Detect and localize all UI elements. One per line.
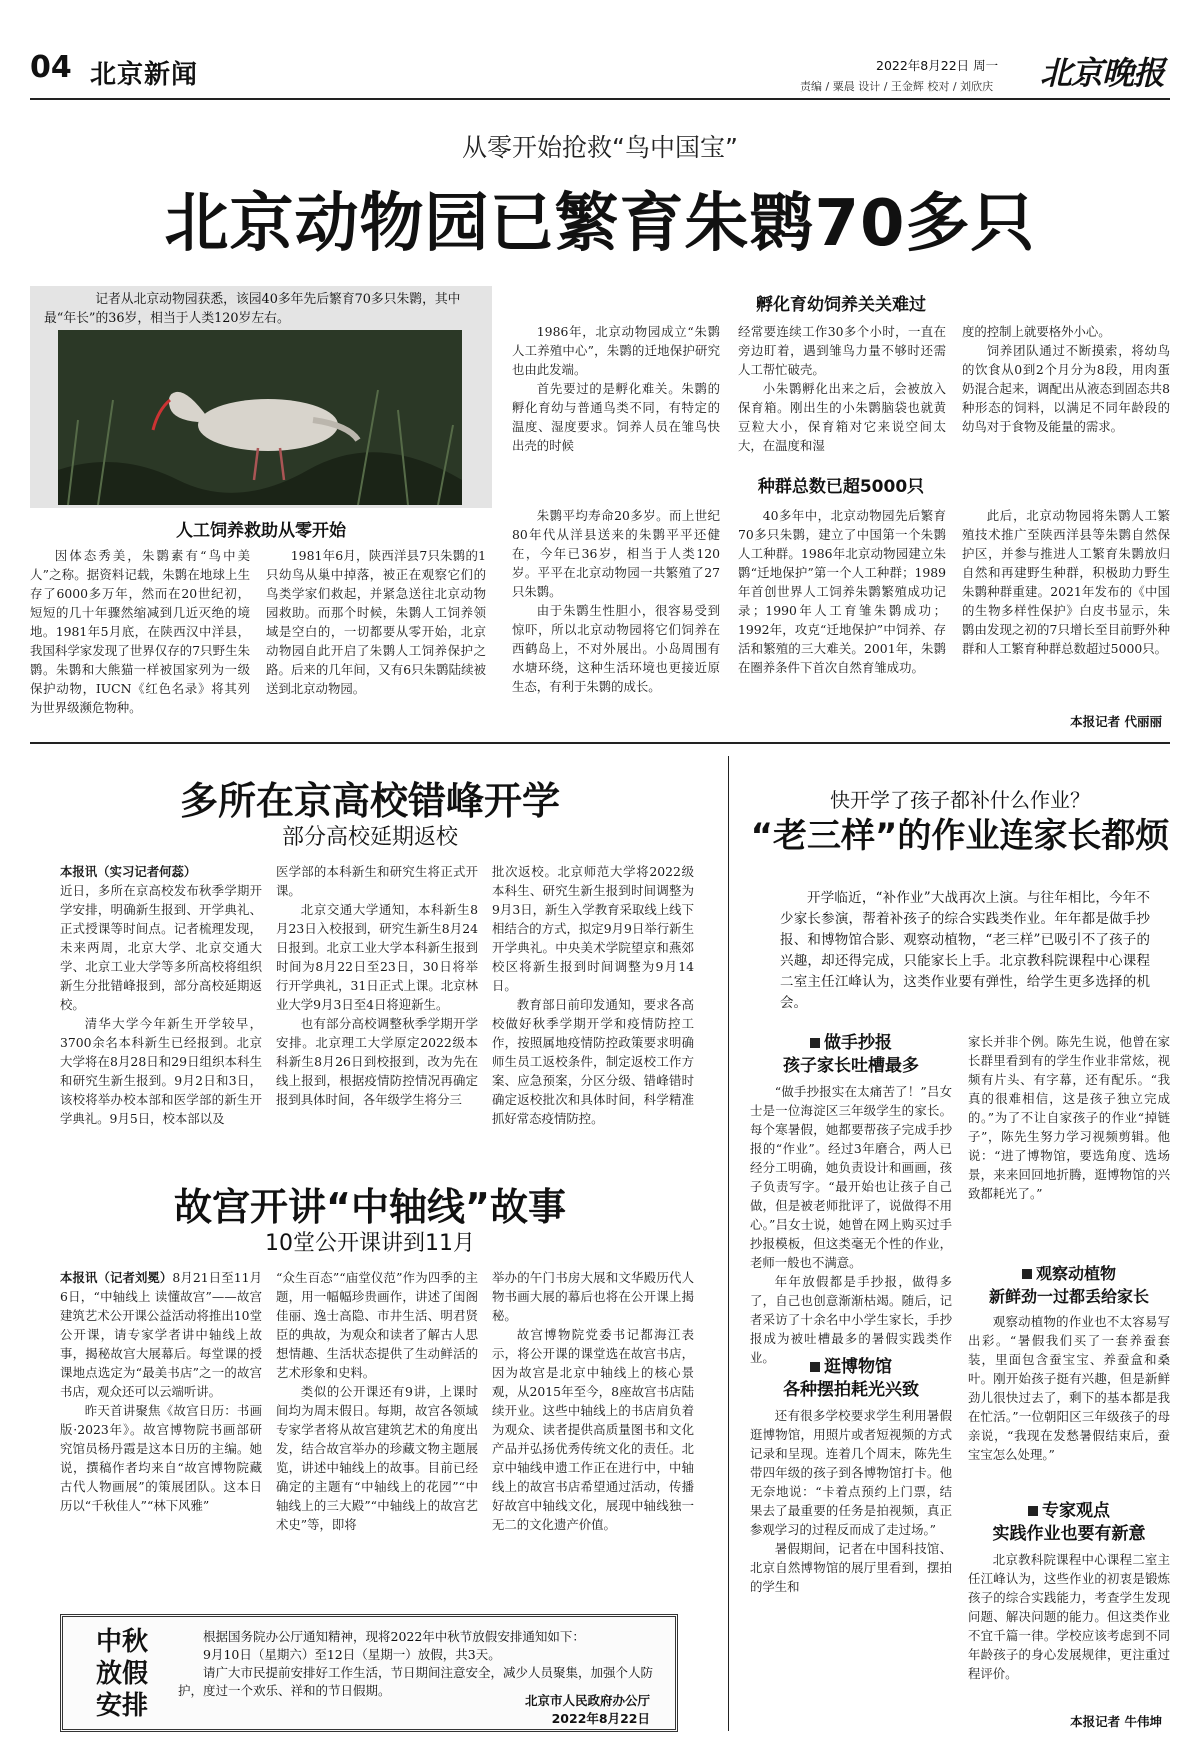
- story1-col5c-text: 此后，北京动物园将朱鹮人工繁殖技术推广至陕西洋县等朱鹮自然保护区，并参与推进人工繁育朱鹮放归自然和再建野生种群，积极助力野生朱鹮种群重建。2021年发布的《中国的生物多样性保护》白皮书显示，朱鹮由发现之初的7只增长至目前野外种群和人工繁育种群总数超过5000只。: [962, 508, 1170, 656]
- story3-col1b-text: 昨天首讲聚焦《故宫日历：书画版·2023年》。故宫博物院书画部研究馆员杨丹霞是这本日历的主编。她说，撰稿作者均来自“故宫博物院藏古代人物画展”的策展团队。这本日历以“千秋佳人”“林下风雅”: [60, 1403, 262, 1513]
- square-bullet-icon: [810, 1038, 820, 1048]
- notice-line3: 请广大市民提前安排好工作生活，节日期间注意安全，减少人员聚集，加强个人防护，度过一个欢乐、祥和的节日假期。: [178, 1665, 654, 1698]
- story4-lead: 开学临近，“补作业”大战再次上演。与往年相比，今年不少家长参演，帮着补孩子的综合实践类作业。年年都是做手抄报、和博物馆合影、观察动植物，“老三样”已吸引不了孩子的兴趣，却还得完成，只能家长上手。北京教科院课程中心课程二室主任江峰认为，这类作业要有弹性，给学生更多选择的机会。: [780, 890, 1150, 1011]
- story4-byline: 本报记者 牛伟坤: [1070, 1714, 1162, 1729]
- story2-col2: [276, 862, 478, 1156]
- story1-subhead-3: 种群总数已超5000只: [757, 477, 925, 497]
- notice-sign-date: 2022年8月22日: [551, 1711, 650, 1726]
- story1-col5a-text: 度的控制上就要格外小心。: [962, 324, 1111, 339]
- story1-kicker: 从零开始抢救“鸟中国宝”: [462, 133, 738, 162]
- story4-col2b-text: 观察动植物的作业也不太容易写出彩。“暑假我们买了一套养蚕套装，里面包含蚕宝宝、养蚕盒和桑叶。刚开始孩子挺有兴趣，但是新鲜劲儿很快过去了，剩下的基本都是我在忙活。”一位朝阳区三年级孩子的母亲说，“我现在发愁暑假结束后，蚕宝宝怎么处理。”: [968, 1314, 1170, 1462]
- story4-tag3: 观察动植物: [1035, 1264, 1116, 1283]
- story1-lead: 记者从北京动物园获悉，该园40多年先后繁育70多只朱鹮，其中最“年长”的36岁，相当于人类120岁左右。: [44, 292, 461, 326]
- story4-col1-b: [750, 1406, 952, 1730]
- story4-col2-a: [968, 1032, 1170, 1262]
- story1-col4-top: [738, 322, 946, 472]
- story4-col2-c: [968, 1550, 1170, 1712]
- story3-headline: 故宫开讲“中轴线”故事: [174, 1185, 566, 1229]
- story1-col4a-text: 经常要连续工作30多个小时，一直在旁边盯着，遇到雏鸟力量不够时还需人工帮忙破壳。: [738, 324, 946, 377]
- story3-col3b-text: 故宫博物院党委书记都海江表示，将公开课的课堂选在故宫书店，因为故宫是北京中轴线上的核心景观，从2015年至今，8座故宫书店陆续开业。这些中轴线上的书店肩负着为观众、读者提供高质量图书和文化产品并弘扬优秀传统文化的责任。北京中轴线申遗工作正在进行中，中轴线上的故宫书店希望通过活动，传播好故宫中轴线文化，展现中轴线独一无二的文化遗产价值。: [492, 1327, 694, 1532]
- story4-sub1: 孩子家长吐槽最多: [783, 1056, 919, 1076]
- holiday-notice-signature: [410, 1692, 650, 1728]
- story1-subhead-1: 人工饲养救助从零开始: [176, 521, 346, 541]
- story4-tag4: 专家观点: [1042, 1501, 1110, 1521]
- story1-headline: 北京动物园已繁育朱鹮70多只: [164, 187, 1036, 261]
- story3-source: 本报讯（记者刘冕）: [60, 1270, 173, 1285]
- story4-col2c-text: 北京教科院课程中心课程二室主任江峰认为，这些作业的初衷是锻炼孩子的综合实践能力，考查学生发现问题、解决问题的能力。但这类作业不宜千篇一律。学校应该考虑到不同年龄孩子的身心发展规律，更注重过程评价。: [968, 1552, 1170, 1681]
- story3-col3a-text: 举办的午门书房大展和文华殿历代人物书画大展的幕后也将在公开课上揭秘。: [492, 1270, 694, 1323]
- column-divider: [728, 756, 729, 1731]
- story4-col1a-text: “做手抄报实在太痛苦了！”吕女士是一位海淀区三年级学生的家长。每个寒暑假，她都要帮孩子完成手抄报的“作业”。经过3年磨合，两人已经分工明确，她负责设计和画画，孩子负责写字。“最开始也让孩子自己做，但是被老师批评了，说做得不用心。”吕女士说，她曾在网上购买过手抄报模板，但这类毫无个性的作业，老师一般也不满意。: [750, 1084, 952, 1270]
- story1-col1: [30, 546, 250, 736]
- story1-col4-bottom: [738, 506, 946, 732]
- story2-col1: [60, 862, 262, 1156]
- notice-title-line2: 放假: [95, 1659, 148, 1689]
- story4-subhead-2: [744, 1356, 958, 1402]
- section-title: 北京新闻: [90, 60, 199, 90]
- header-rule: [30, 98, 1170, 100]
- story4-subhead-3: [962, 1262, 1176, 1308]
- story3-col2a-text: “众生百态”“庙堂仪范”作为四季的主题，用一幅幅珍贵画作，讲述了闺阁佳丽、逸士高隐、市井生活、明君贤臣的典故，为观众和读者了解古人思想情趣、生活状态提供了生动鲜活的艺术形象和史料。: [276, 1270, 478, 1380]
- story2-col3: [492, 862, 694, 1156]
- square-bullet-icon: [810, 1362, 820, 1372]
- story4-kicker: 快开学了孩子都补什么作业？: [830, 788, 1090, 812]
- holiday-notice-body: [178, 1628, 666, 1700]
- story2-col2a-text: 医学部的本科新生和研究生将正式开课。: [276, 864, 478, 898]
- issue-date: 2022年8月22日 周一: [876, 58, 999, 73]
- story4-tag1: 做手抄报: [824, 1033, 892, 1053]
- story3-deck: 10堂公开课讲到11月: [265, 1231, 475, 1256]
- story1-col1-text: 因体态秀美，朱鹮素有“鸟中美人”之称。据资料记载，朱鹮在地球上生存了6000多万年，然而在20世纪初，短短的几十年骤然缩减到几近灭绝的境地。1981年5月底，在陕西汉中洋县，我国科学家发现了世界仅存的7只野生朱鹮。朱鹮和大熊猫一样被国家列为一级保护动物，IUCN《红色名录》将其列为世界级濒危物种。: [30, 548, 250, 715]
- story2-col1b-text: 清华大学今年新生开学较早，3700余名本科新生已经报到。北京大学将在8月28日和29日组织本科生和研究生新生报到。9月2日和3日，该校将举办校本部和医学部的新生开学典礼。9月5日，校本部以及: [60, 1016, 262, 1126]
- story3-col3: [492, 1268, 694, 1604]
- story1-col3-top: [512, 322, 720, 476]
- story4-col2a-text: 家长并非个例。陈先生说，他曾在家长群里看到有的学生作业非常炫，视频有片头、有字幕，还有配乐。“我真的很难相信，这是孩子独立完成的。”为了不让自家孩子的作业“掉链子”，陈先生努力学习视频剪辑。他说：“进了博物馆，要选角度、选场景，来来回回地折腾，逛博物馆的兴致都耗光了。”: [968, 1034, 1170, 1201]
- story1-byline: 本报记者 代丽丽: [1070, 714, 1162, 729]
- story2-col3a-text: 批次返校。北京师范大学将2022级本科生、研究生新生报到时间调整为9月3日，新生入学教育采取线上线下相结合的方式，拟定9月9日举行新生开学典礼。中央美术学院望京和燕郊校区将新生报到时间调整为9月14日。: [492, 864, 694, 993]
- story4-col1-a: [750, 1082, 952, 1365]
- ibis-photo: [58, 330, 462, 505]
- story4-tag2: 逛博物馆: [824, 1357, 892, 1377]
- story4-sub2: 各种摆拍耗光兴致: [783, 1380, 919, 1400]
- story1-col2-text: 1981年6月，陕西洋县7只朱鹮的1只幼鸟从巢中掉落，被正在观察它们的鸟类学家们救起，并紧急送往北京动物园救助。而那个时候，朱鹮人工饲养领域是空白的，一切都要从零开始，北京动物园自此开启了朱鹮人工饲养保护之路。后来的几年间，又有6只朱鹮陆续被送到北京动物园。: [266, 548, 486, 696]
- story3-col2b-text: 类似的公开课还有9讲，上课时间均为周末假日。每期，故宫各领域专家学者将从故宫建筑艺术的角度出发，结合故宫举办的珍藏文物主题展览，讲述中轴线上的故事。目前已经确定的主题有“中轴线上的花园”“中轴线上的三大殿”“中轴线上的故宫艺术史”等，即将: [276, 1384, 478, 1532]
- notice-line2: 9月10日（星期六）至12日（星期一）放假，共3天。: [203, 1647, 501, 1662]
- story2-col3b-text: 教育部日前印发通知，要求各高校做好秋季学期开学和疫情防控工作，按照属地疫情防控政策要求明确师生员工返校条件，制定返校工作方案、应急预案，分区分级、错峰错时确定返校批次和具体时间，科学精准抓好常态疫情防控。: [492, 997, 694, 1126]
- story4-col1d-text: 暑假期间，记者在中国科技馆、北京自然博物馆的展厅里看到，摆拍的学生和: [750, 1541, 952, 1594]
- story2-source: 本报讯（实习记者何蕊）: [60, 864, 197, 879]
- story1-col3-bottom: [512, 506, 720, 732]
- page-number: 04: [30, 50, 72, 85]
- story1-col5-top: [962, 322, 1170, 472]
- story1-col5b-text: 饲养团队通过不断摸索，将幼鸟的饮食从0到2个月分为8段，用肉蛋奶混合起来，调配出从液态到固态共8种形态的饲料，以满足不同年龄段的幼鸟对于食物及能量的需求。: [962, 343, 1170, 434]
- story1-bottom-rule: [30, 742, 1170, 744]
- story4-col2-b: [968, 1312, 1170, 1498]
- notice-signer: 北京市人民政府办公厅: [524, 1693, 650, 1708]
- story4-col1c-text: 还有很多学校要求学生利用暑假逛博物馆，用照片或者短视频的方式记录和呈现。连着几个周末，陈先生带四年级的孩子到各博物馆打卡。他无奈地说：“卡着点预约上门票，结果去了最重要的任务是拍视频，真正参观学习的过程反而成了走过场。”: [750, 1408, 952, 1537]
- story1-col3c-text: 朱鹮平均寿命20多岁。而上世纪80年代从洋县送来的朱鹮平平还健在，今年已36岁，相当于人类120岁。平平在北京动物园一共繁殖了27只朱鹮。: [512, 508, 720, 599]
- story1-col3a-text: 1986年，北京动物园成立“朱鹮人工养殖中心”，朱鹮的迁地保护研究也由此发端。: [512, 324, 720, 377]
- story4-headline: “老三样”的作业连家长都烦: [750, 816, 1170, 856]
- story4-sub3: 新鲜劲一过都丢给家长: [988, 1287, 1149, 1306]
- story3-col1: [60, 1268, 262, 1604]
- story2-col2b-text: 北京交通大学通知，本科新生8月23日入校报到，研究生新生8月24日报到。北京工业大学本科新生报到时间为8月22日至23日，30日将举行开学典礼，31日正式上课。北京林业大学9月3日至4日将迎新生。: [276, 902, 478, 1012]
- story4-col1b-text: 年年放假都是手抄报，做得多了，自己也创意渐渐枯竭。随后，记者采访了十余名中小学生家长，手抄报成为被吐槽最多的暑假实践类作业。: [750, 1274, 952, 1365]
- story3-col2: [276, 1268, 478, 1604]
- story2-headline: 多所在京高校错峰开学: [179, 779, 560, 823]
- notice-title-line3: 安排: [95, 1691, 148, 1721]
- story4-sub4: 实践作业也要有新意: [992, 1524, 1146, 1544]
- notice-title-line1: 中秋: [95, 1627, 148, 1657]
- story3-col1a-text: 8月21日至11月6日，“中轴线上 读懂故宫”——故宫建筑艺术公开课公益活动将推出10堂公开课，请专家学者讲中轴线上故事，揭秘故宫大展幕后。每堂课的授课地点选定为“最美书店”之一的故宫书店，观众还可以云端听讲。: [60, 1270, 263, 1399]
- story1-col4b-text: 小朱鹮孵化出来之后，会被放入保育箱。刚出生的小朱鹮脑袋也就黄豆粒大小，保育箱对它来说空间太大，在温度和湿: [738, 381, 946, 453]
- ibis-photo-icon: [58, 330, 462, 505]
- story4-subhead-4: [962, 1500, 1176, 1546]
- square-bullet-icon: [1028, 1506, 1038, 1516]
- story1-subhead-2: 孵化育幼饲养关关难过: [756, 295, 926, 315]
- story1-col2: [266, 546, 486, 736]
- staff-credits: 责编 / 粟晨 设计 / 王金辉 校对 / 刘欣庆: [800, 80, 994, 93]
- square-bullet-icon: [1022, 1269, 1032, 1279]
- story1-col5-bottom: [962, 506, 1170, 712]
- story2-col1a-text: 近日，多所在京高校发布秋季学期开学安排，明确新生报到、开学典礼、正式授课等时间点。记者梳理发现，未来两周，北京大学、北京交通大学、北京工业大学等多所高校将组织新生分批错峰报到，部分高校延期返校。: [60, 883, 262, 1012]
- story2-col2c-text: 也有部分高校调整秋季学期开学安排。北京理工大学原定2022级本科新生8月26日到校报到，改为先在线上报到，根据疫情防控情况再确定报到具体时间，各年级学生将分三: [276, 1016, 478, 1107]
- story1-col4c-text: 40多年中，北京动物园先后繁育70多只朱鹮，建立了中国第一个朱鹮人工种群。1986年北京动物园建立朱鹮“迁地保护”第一个人工种群；1989年首创世界人工饲养朱鹮繁殖成功记录；1990年人工育雏朱鹮成功；1992年，攻克“迁地保护”中饲养、存活和繁殖的三大难关。2001年，朱鹮在圈养条件下首次自然育雏成功。: [738, 508, 946, 675]
- story1-col3b-text: 首先要过的是孵化难关。朱鹮的孵化育幼与普通鸟类不同，有特定的温度、湿度要求。饲养人员在雏鸟快出壳的时候: [512, 381, 720, 453]
- newspaper-logo: 北京晚报: [1040, 54, 1165, 92]
- notice-line1: 根据国务院办公厅通知精神，现将2022年中秋节放假安排通知如下：: [203, 1629, 585, 1644]
- holiday-notice-title: [72, 1626, 172, 1722]
- story1-col3d-text: 由于朱鹮生性胆小，很容易受到惊吓，所以北京动物园将它们饲养在西鹤岛上，不对外展出。小岛周围有水塘环绕，这种生活环境也更接近原生态，有利于朱鹮的成长。: [512, 603, 720, 694]
- story4-subhead-1: [744, 1032, 958, 1078]
- story2-deck: 部分高校延期返校: [281, 825, 458, 850]
